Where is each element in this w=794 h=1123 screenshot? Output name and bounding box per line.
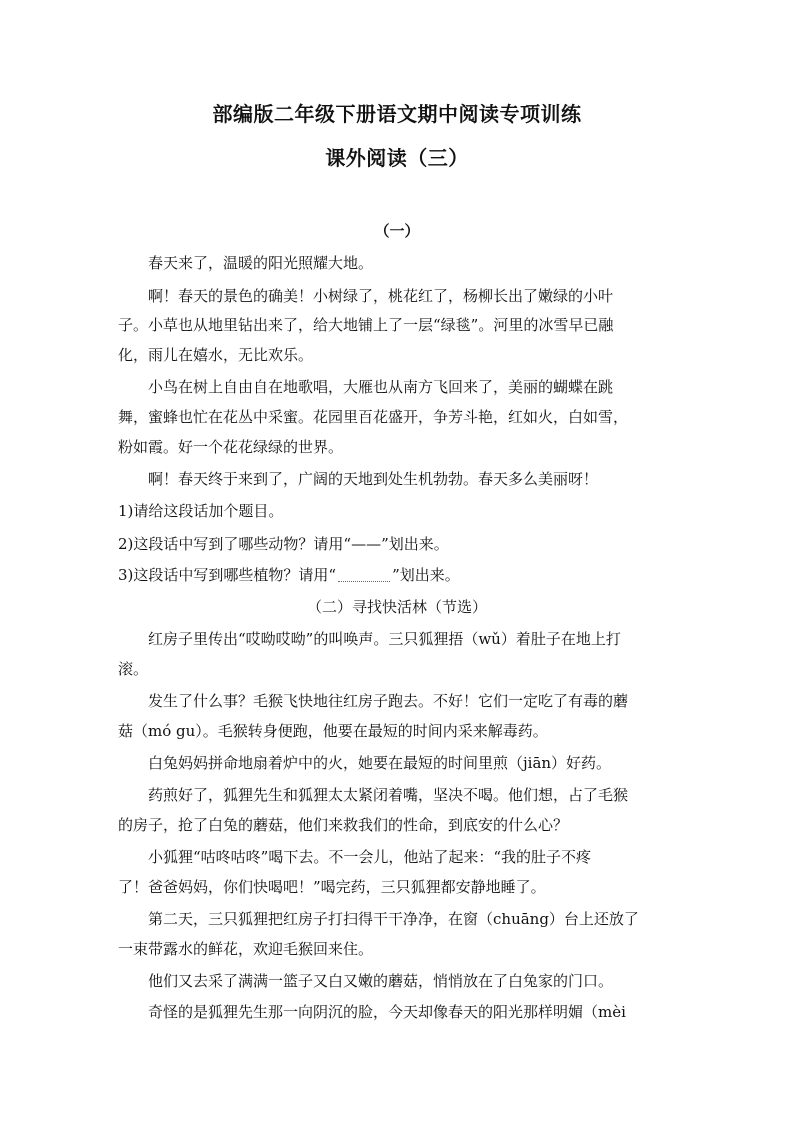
paragraph-line: 白兔妈妈拼命地扇着炉中的火，她要在最短的时间里煎（jiān）好药。 (148, 754, 612, 772)
paragraph-line: 发生了什么事？毛猴飞快地往红房子跑去。不好！它们一定吃了有毒的蘑 (148, 692, 629, 710)
question-3 (118, 564, 678, 586)
document-title: 部编版二年级下册语文期中阅读专项训练 (212, 102, 582, 126)
paragraph-line: 一束带露水的鲜花，欢迎毛猴回来住。 (118, 940, 374, 958)
paragraph-line: 啊！春天的景色的确美！小树绿了，桃花红了，杨柳长出了嫩绿的小叶 (148, 287, 614, 305)
paragraph-line: 化，雨儿在嬉水，无比欢乐。 (118, 346, 314, 364)
question-1: 1)请给这段话加个题目。 (118, 502, 284, 520)
paragraph-line: 药煎好了，狐狸先生和狐狸太太紧闭着嘴，坚决不喝。他们想，占了毛猴 (148, 786, 629, 804)
paragraph-line: 小狐狸“咕咚咕咚”喝下去。不一会儿，他站了起来：“我的肚子不疼 (148, 848, 592, 866)
section-1-heading: （一） (374, 222, 420, 240)
section-2-heading: （二）寻找快活林（节选） (306, 598, 487, 616)
paragraph-line: 舞，蜜蜂也忙在花丛中采蜜。花园里百花盛开，争芳斗艳，红如火，白如雪， (118, 408, 629, 426)
paragraph-line: 第二天，三只狐狸把红房子打扫得干干净净，在窗（chuāng）台上还放了 (148, 910, 639, 928)
paragraph-line: 奇怪的是狐狸先生那一向阴沉的脸，今天却像春天的阳光那样明媚（mèi (148, 1003, 626, 1021)
paragraph-line: 了！爸爸妈妈，你们快喝吧！”喝完药，三只狐狸都安静地睡了。 (118, 878, 546, 896)
paragraph-line: 粉如霞。好一个花花绿绿的世界。 (118, 438, 344, 456)
question-3-prefix: 3)这段话中写到哪些植物？请用“ (118, 566, 337, 584)
paragraph-line: 的房子，抢了白兔的蘑菇，他们来救我们的性命，到底安的什么心？ (118, 816, 569, 834)
paragraph-line: 啊！春天终于来到了，广阔的天地到处生机勃勃。春天多么美丽呀！ (148, 470, 599, 488)
question-3-suffix: ”划出来。 (392, 566, 460, 584)
paragraph-line: 菇（mó gu）。毛猴转身便跑，他要在最短的时间内采来解毒药。 (118, 722, 548, 740)
paragraph-line: 滚。 (118, 660, 149, 678)
wavy-underline-mark (338, 571, 390, 582)
paragraph-line: 小鸟在树上自由自在地歌唱，大雁也从南方飞回来了，美丽的蝴蝶在跳 (148, 378, 614, 396)
paragraph-line: 他们又去采了满满一篮子又白又嫩的蘑菇，悄悄放在了白兔家的门口。 (148, 972, 614, 990)
paragraph-line: 红房子里传出“哎呦哎呦”的叫唤声。三只狐狸捂（wǔ）着肚子在地上打 (148, 630, 621, 648)
paragraph-line: 子。小草也从地里钻出来了，给大地铺上了一层“绿毯”。河里的冰雪早已融 (118, 316, 614, 334)
paragraph-line: 春天来了，温暖的阳光照耀大地。 (148, 254, 374, 272)
question-2: 2)这段话中写到了哪些动物？请用“——”划出来。 (118, 535, 449, 553)
document-subtitle: 课外阅读（三） (325, 146, 469, 170)
